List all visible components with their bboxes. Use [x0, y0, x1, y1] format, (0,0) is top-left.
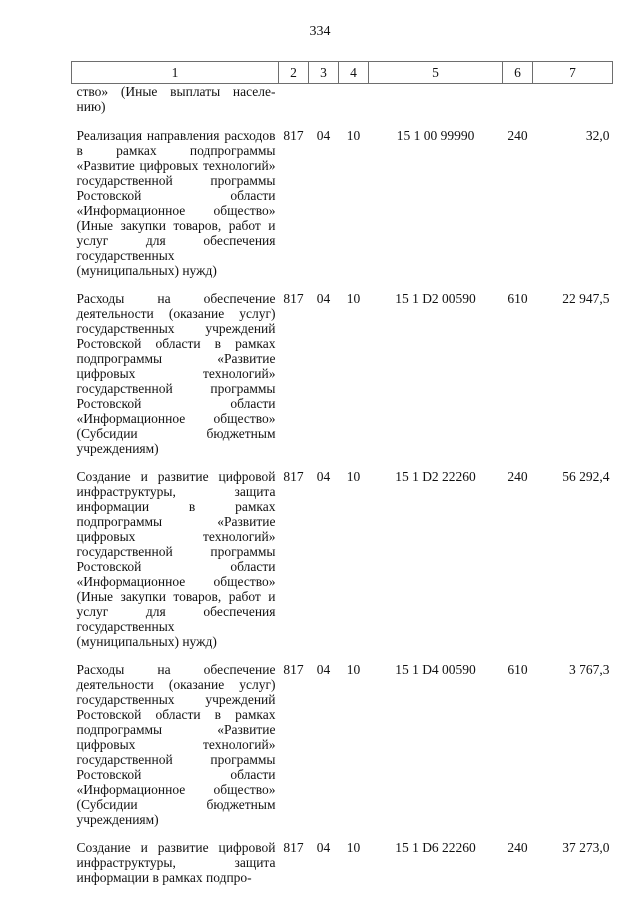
table-row [72, 662, 613, 840]
column-header-3: 3 [309, 62, 339, 84]
row-target-article: 15 1 D4 00590 [395, 662, 476, 677]
page-number: 334 [309, 24, 331, 39]
row-subsection-code: 10 [346, 128, 361, 143]
continuation-description: ство» (Иные выплаты населе-нию) [76, 84, 276, 114]
row-section-code: 04 [316, 291, 331, 306]
row-amount: 22 947,5 [562, 291, 610, 306]
row-target-article: 15 1 00 99990 [396, 128, 475, 143]
table-body [72, 84, 613, 886]
row-expense-type: 240 [507, 840, 528, 855]
row-amount: 37 273,0 [562, 840, 610, 855]
row-section-code: 04 [316, 840, 331, 855]
row-description: Расходы на обеспечение деятельности (оказание услуг) государственных учреждений Ростовской области в рамках подпрограммы «Развитие цифровых технологий» государственной программы Ростовской области «Информационное общество» (Субсидии бюджетным учреждениям) [76, 291, 276, 456]
column-header-5: 5 [369, 62, 503, 84]
row-expense-type: 240 [507, 128, 528, 143]
table-row [72, 469, 613, 662]
row-description: Создание и развитие цифровой инфраструктуры, защита информации в рамках подпро- [76, 840, 276, 885]
row-expense-type: 610 [507, 662, 528, 677]
row-description: Создание и развитие цифровой инфраструктуры, защита информации в рамках подпрограммы «Развитие цифровых технологий» государственной программы Ростовской области «Информационное общество» (Иные закупки товаров, работ и услуг для обеспечения государственных (муниципальных) нужд) [76, 469, 276, 649]
row-subsection-code: 10 [346, 469, 361, 484]
column-header-6: 6 [503, 62, 533, 84]
row-subsection-code: 10 [346, 840, 361, 855]
row-target-article: 15 1 D2 00590 [395, 291, 476, 306]
row-subsection-code: 10 [346, 291, 361, 306]
row-ministry-code: 817 [283, 662, 304, 677]
row-section-code: 04 [316, 469, 331, 484]
table-row [72, 840, 613, 885]
row-target-article: 15 1 D2 22260 [395, 469, 476, 484]
continuation-row [72, 84, 613, 129]
column-header-2: 2 [279, 62, 309, 84]
row-ministry-code: 817 [283, 128, 304, 143]
table-header [72, 62, 613, 84]
row-amount: 32,0 [585, 128, 610, 143]
row-amount: 3 767,3 [569, 662, 610, 677]
row-subsection-code: 10 [346, 662, 361, 677]
row-description: Расходы на обеспечение деятельности (оказание услуг) государственных учреждений Ростовской области в рамках подпрограммы «Развитие цифровых технологий» государственной программы Ростовской области «Информационное общество» (Субсидии бюджетным учреждениям) [76, 662, 276, 827]
table-row [72, 128, 613, 291]
row-ministry-code: 817 [283, 840, 304, 855]
row-section-code: 04 [316, 128, 331, 143]
row-amount: 56 292,4 [562, 469, 610, 484]
column-header-7: 7 [533, 62, 613, 84]
row-ministry-code: 817 [283, 291, 304, 306]
row-ministry-code: 817 [283, 469, 304, 484]
row-target-article: 15 1 D6 22260 [395, 840, 476, 855]
budget-table [71, 61, 613, 885]
row-description: Реализация направления расходов в рамках подпрограммы «Развитие цифровых технологий» государственной программы Ростовской области «Информационное общество» (Иные закупки товаров, работ и услуг для обеспечения государственных (муниципальных) нужд) [76, 128, 276, 278]
table-header-row [72, 62, 613, 84]
row-expense-type: 240 [507, 469, 528, 484]
column-header-4: 4 [339, 62, 369, 84]
row-expense-type: 610 [507, 291, 528, 306]
column-header-1: 1 [72, 62, 279, 84]
row-section-code: 04 [316, 662, 331, 677]
table-row [72, 291, 613, 469]
